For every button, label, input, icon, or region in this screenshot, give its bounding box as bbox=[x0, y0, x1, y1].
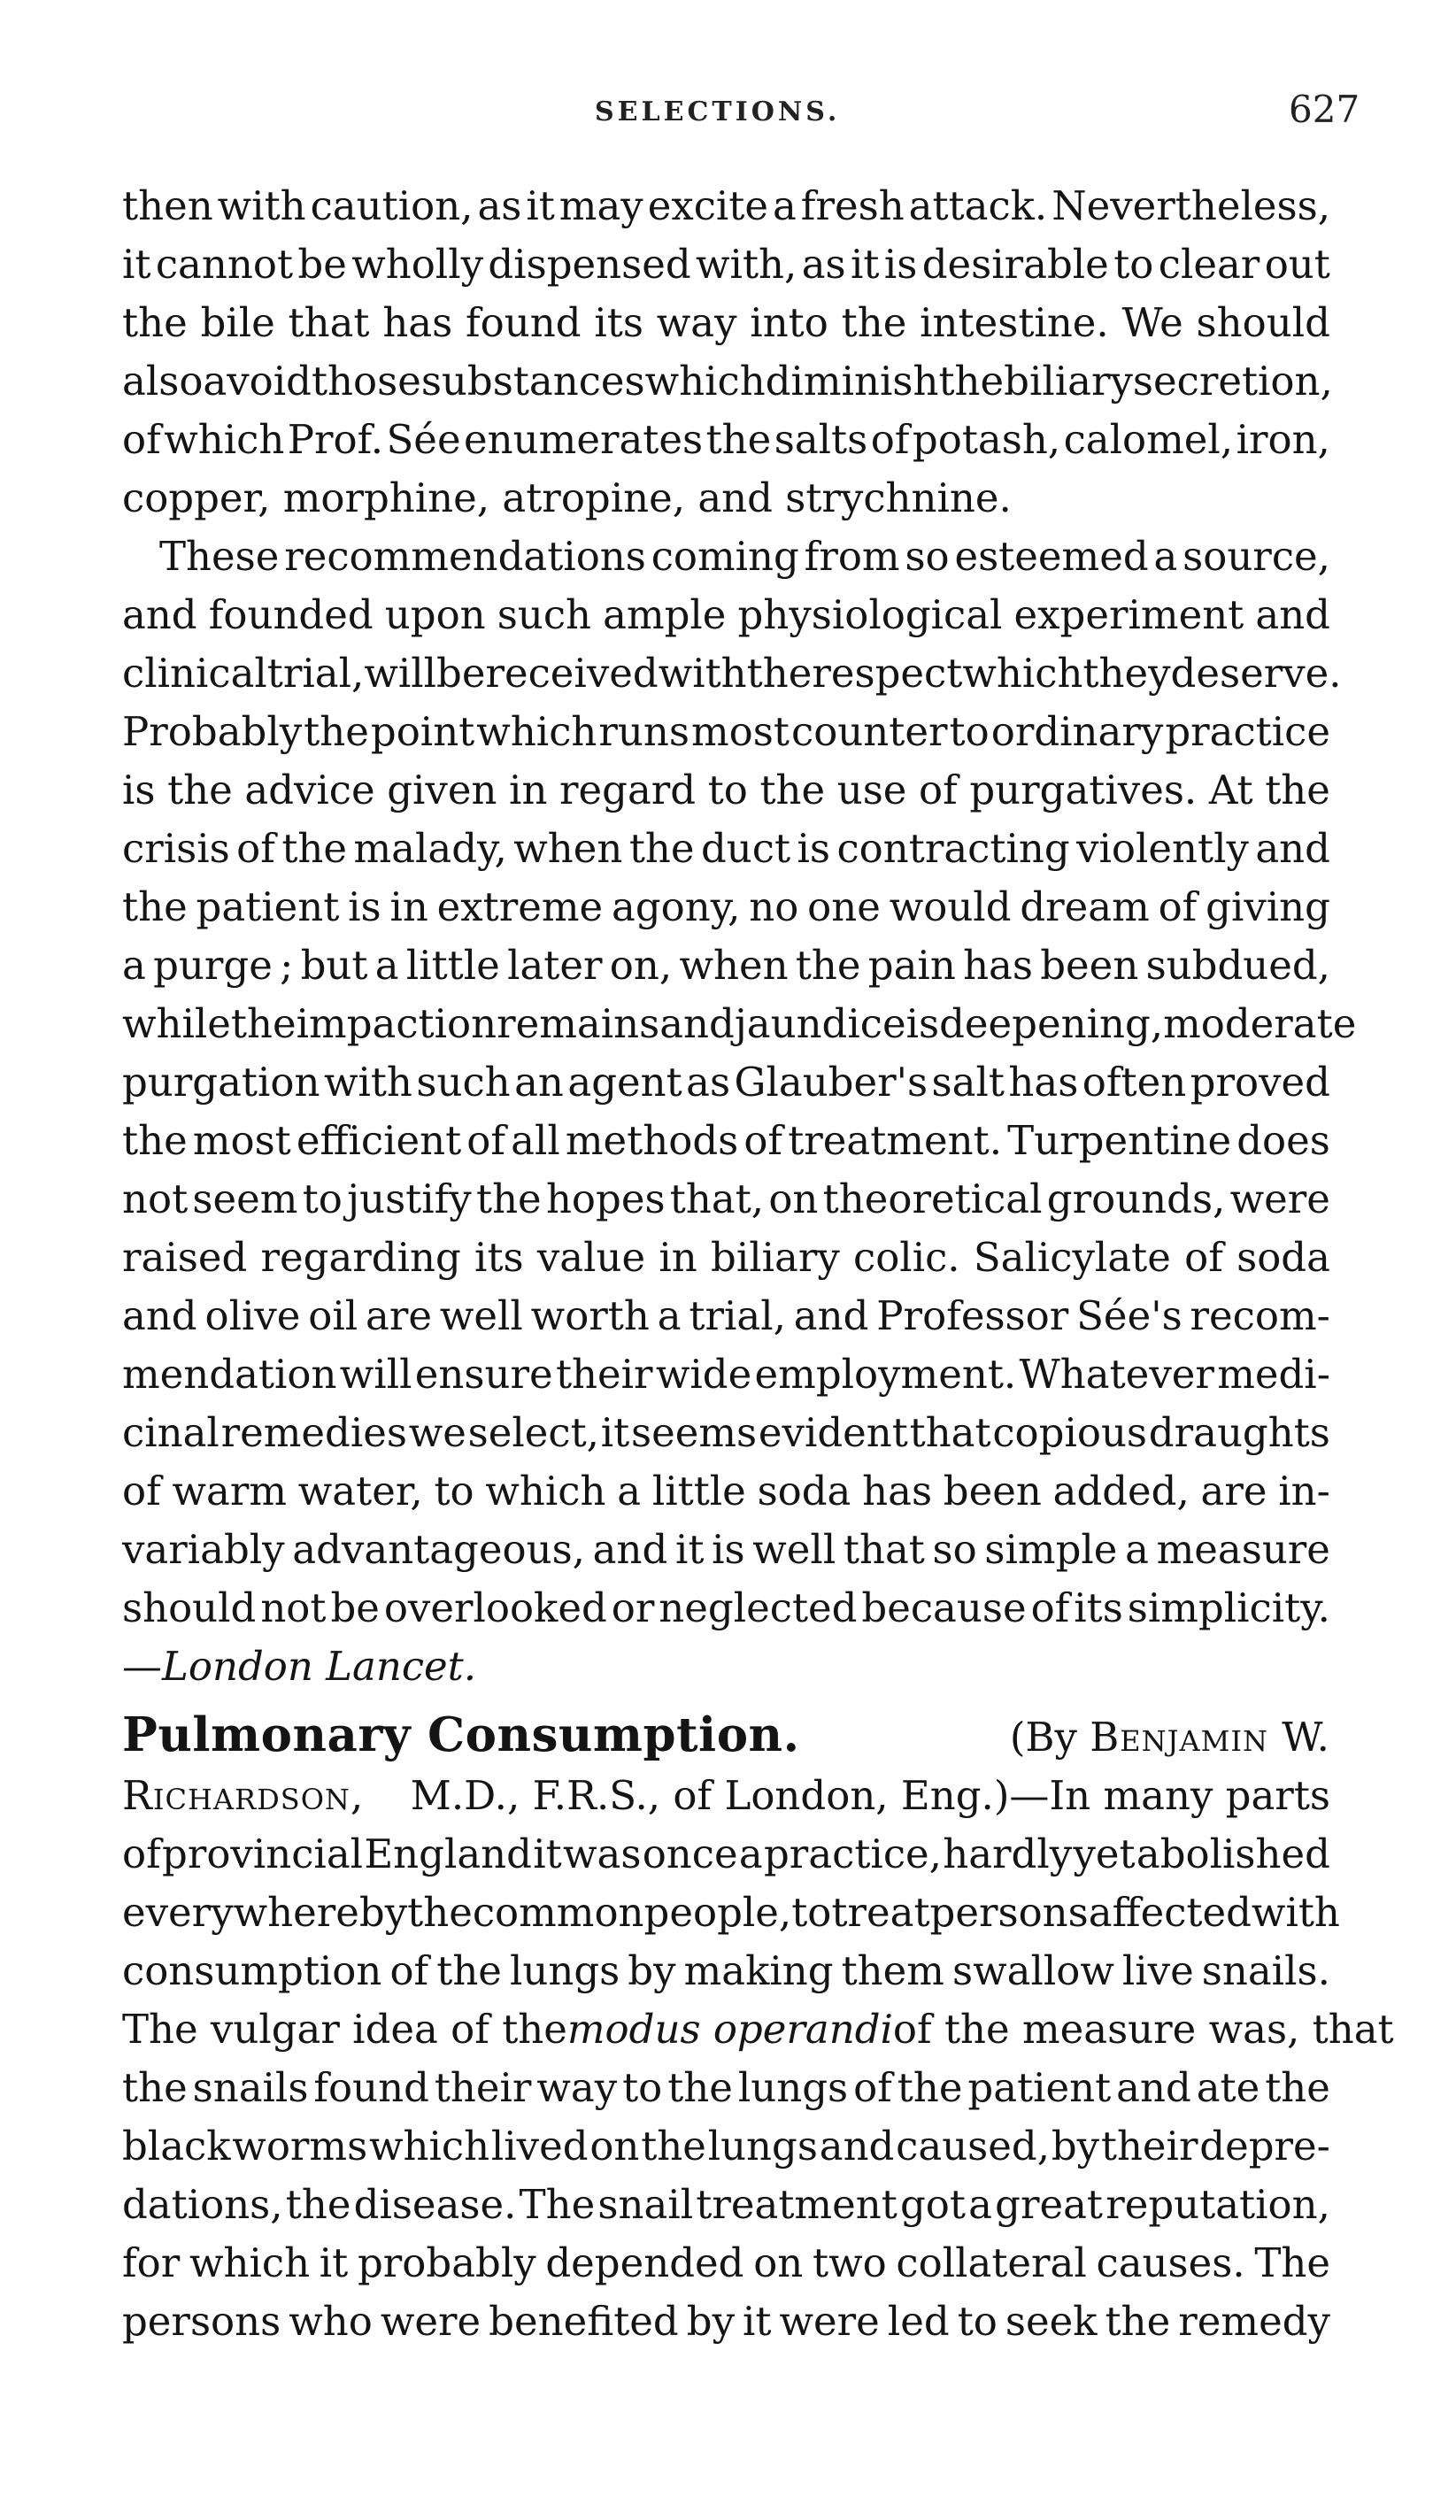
text-line: then with caution, as it may excite a fresh attack. Nevertheless, bbox=[122, 182, 1330, 229]
text-line: copper, morphine, atropine, and strychnine. bbox=[122, 474, 1012, 521]
text-line bbox=[122, 1767, 1330, 1825]
byline: (By Benjamin W. bbox=[1009, 1714, 1330, 1761]
text-line: mendation will ensure their wide employment. Whatever medi- bbox=[122, 1351, 1330, 1398]
text-line: is the advice given in regard to the use of purgatives. At the bbox=[122, 767, 1330, 813]
italic-phrase: modus operandi bbox=[566, 2006, 893, 2053]
paragraph-1 bbox=[122, 177, 1333, 528]
article-pulmonary-consumption bbox=[122, 1703, 1394, 2351]
text-line: dations, the disease. The snail treatment got a great reputation, bbox=[122, 2181, 1330, 2228]
paragraph-2 bbox=[122, 528, 1357, 1696]
text-line: for which it probably depended on two collateral causes. The bbox=[122, 2239, 1330, 2286]
text-line: the patient is in extreme agony, no one would dream of giving bbox=[122, 883, 1330, 930]
text-line: variably advantageous, and it is well that so simple a measure bbox=[122, 1526, 1330, 1573]
text-line: should not be overlooked or neglected because of its simplicity. bbox=[122, 1584, 1330, 1631]
text-line: raised regarding its value in biliary colic. Salicylate of soda bbox=[122, 1234, 1330, 1281]
text-line: black worms which lived on the lungs and caused, by their depre- bbox=[122, 2123, 1330, 2169]
author-credentials: M.D., F.R.S., of London, Eng.)—In many parts bbox=[410, 1772, 1330, 1819]
text-line: consumption of the lungs by making them swallow live snails. bbox=[122, 1947, 1330, 1994]
text-line: purgation with such an agent as Glauber's salt has often proved bbox=[122, 1059, 1330, 1106]
text-line: and founded upon such ample physiological experiment and bbox=[122, 591, 1330, 638]
text-line: cinal remedies we select, it seems evident that copious draughts bbox=[122, 1409, 1330, 1456]
text-line: it cannot be wholly dispensed with, as it is desirable to clear out bbox=[122, 241, 1330, 288]
attribution: —London Lancet. bbox=[122, 1643, 477, 1690]
text-line: persons who were benefited by it were led to seek the remedy bbox=[122, 2298, 1330, 2345]
body-text bbox=[122, 177, 1394, 2351]
text-line: the bile that has found its way into the intestine. We should bbox=[122, 299, 1330, 346]
text-line: These recommendations coming from so esteemed a source, bbox=[159, 533, 1330, 580]
running-head bbox=[0, 84, 1456, 137]
text-line: the snails found their way to the lungs of the patient and ate the bbox=[122, 2064, 1330, 2111]
text-line: of which Prof. Sée enumerates the salts of potash, calomel, iron, bbox=[122, 416, 1330, 463]
text-line: crisis of the malady, when the duct is contracting violently and bbox=[122, 825, 1330, 872]
article-heading-line bbox=[122, 1703, 1330, 1767]
author-first-name: Benjamin W. bbox=[1090, 1714, 1330, 1761]
text-line: clinical trial, will be received with the respect which they deserve. bbox=[122, 650, 1342, 697]
author-last-name: Richardson, bbox=[122, 1772, 365, 1819]
article-title: Pulmonary Consumption. bbox=[122, 1707, 800, 1762]
text-line: while the impaction remains and jaundice is deepening, moderate bbox=[122, 1000, 1357, 1047]
text-line: Probably the point which runs most counter to ordinary practice bbox=[122, 708, 1330, 755]
text-line: of provincial England it was once a practice, hardly yet abolished bbox=[122, 1830, 1330, 1877]
page-number: 627 bbox=[1289, 88, 1360, 131]
running-title: SELECTIONS. bbox=[595, 96, 841, 127]
text-line: of warm water, to which a little soda has been added, are in- bbox=[122, 1468, 1330, 1514]
text-line: everywhere by the common people, to treat persons affected with bbox=[122, 1889, 1340, 1936]
text-line: not seem to justify the hopes that, on theoretical grounds, were bbox=[122, 1175, 1330, 1222]
text-line: and olive oil are well worth a trial, and Professor Sée's recom- bbox=[122, 1292, 1330, 1339]
text-line: also avoid those substances which diminish the biliary secretion, bbox=[122, 358, 1333, 405]
text-line: The vulgar idea of the modus operandi of the measure was, that bbox=[122, 2000, 1330, 2059]
text-line: a purge ; but a little later on, when the pain has been subdued, bbox=[122, 942, 1330, 989]
text-line: the most efficient of all methods of treatment. Turpentine does bbox=[122, 1117, 1330, 1164]
